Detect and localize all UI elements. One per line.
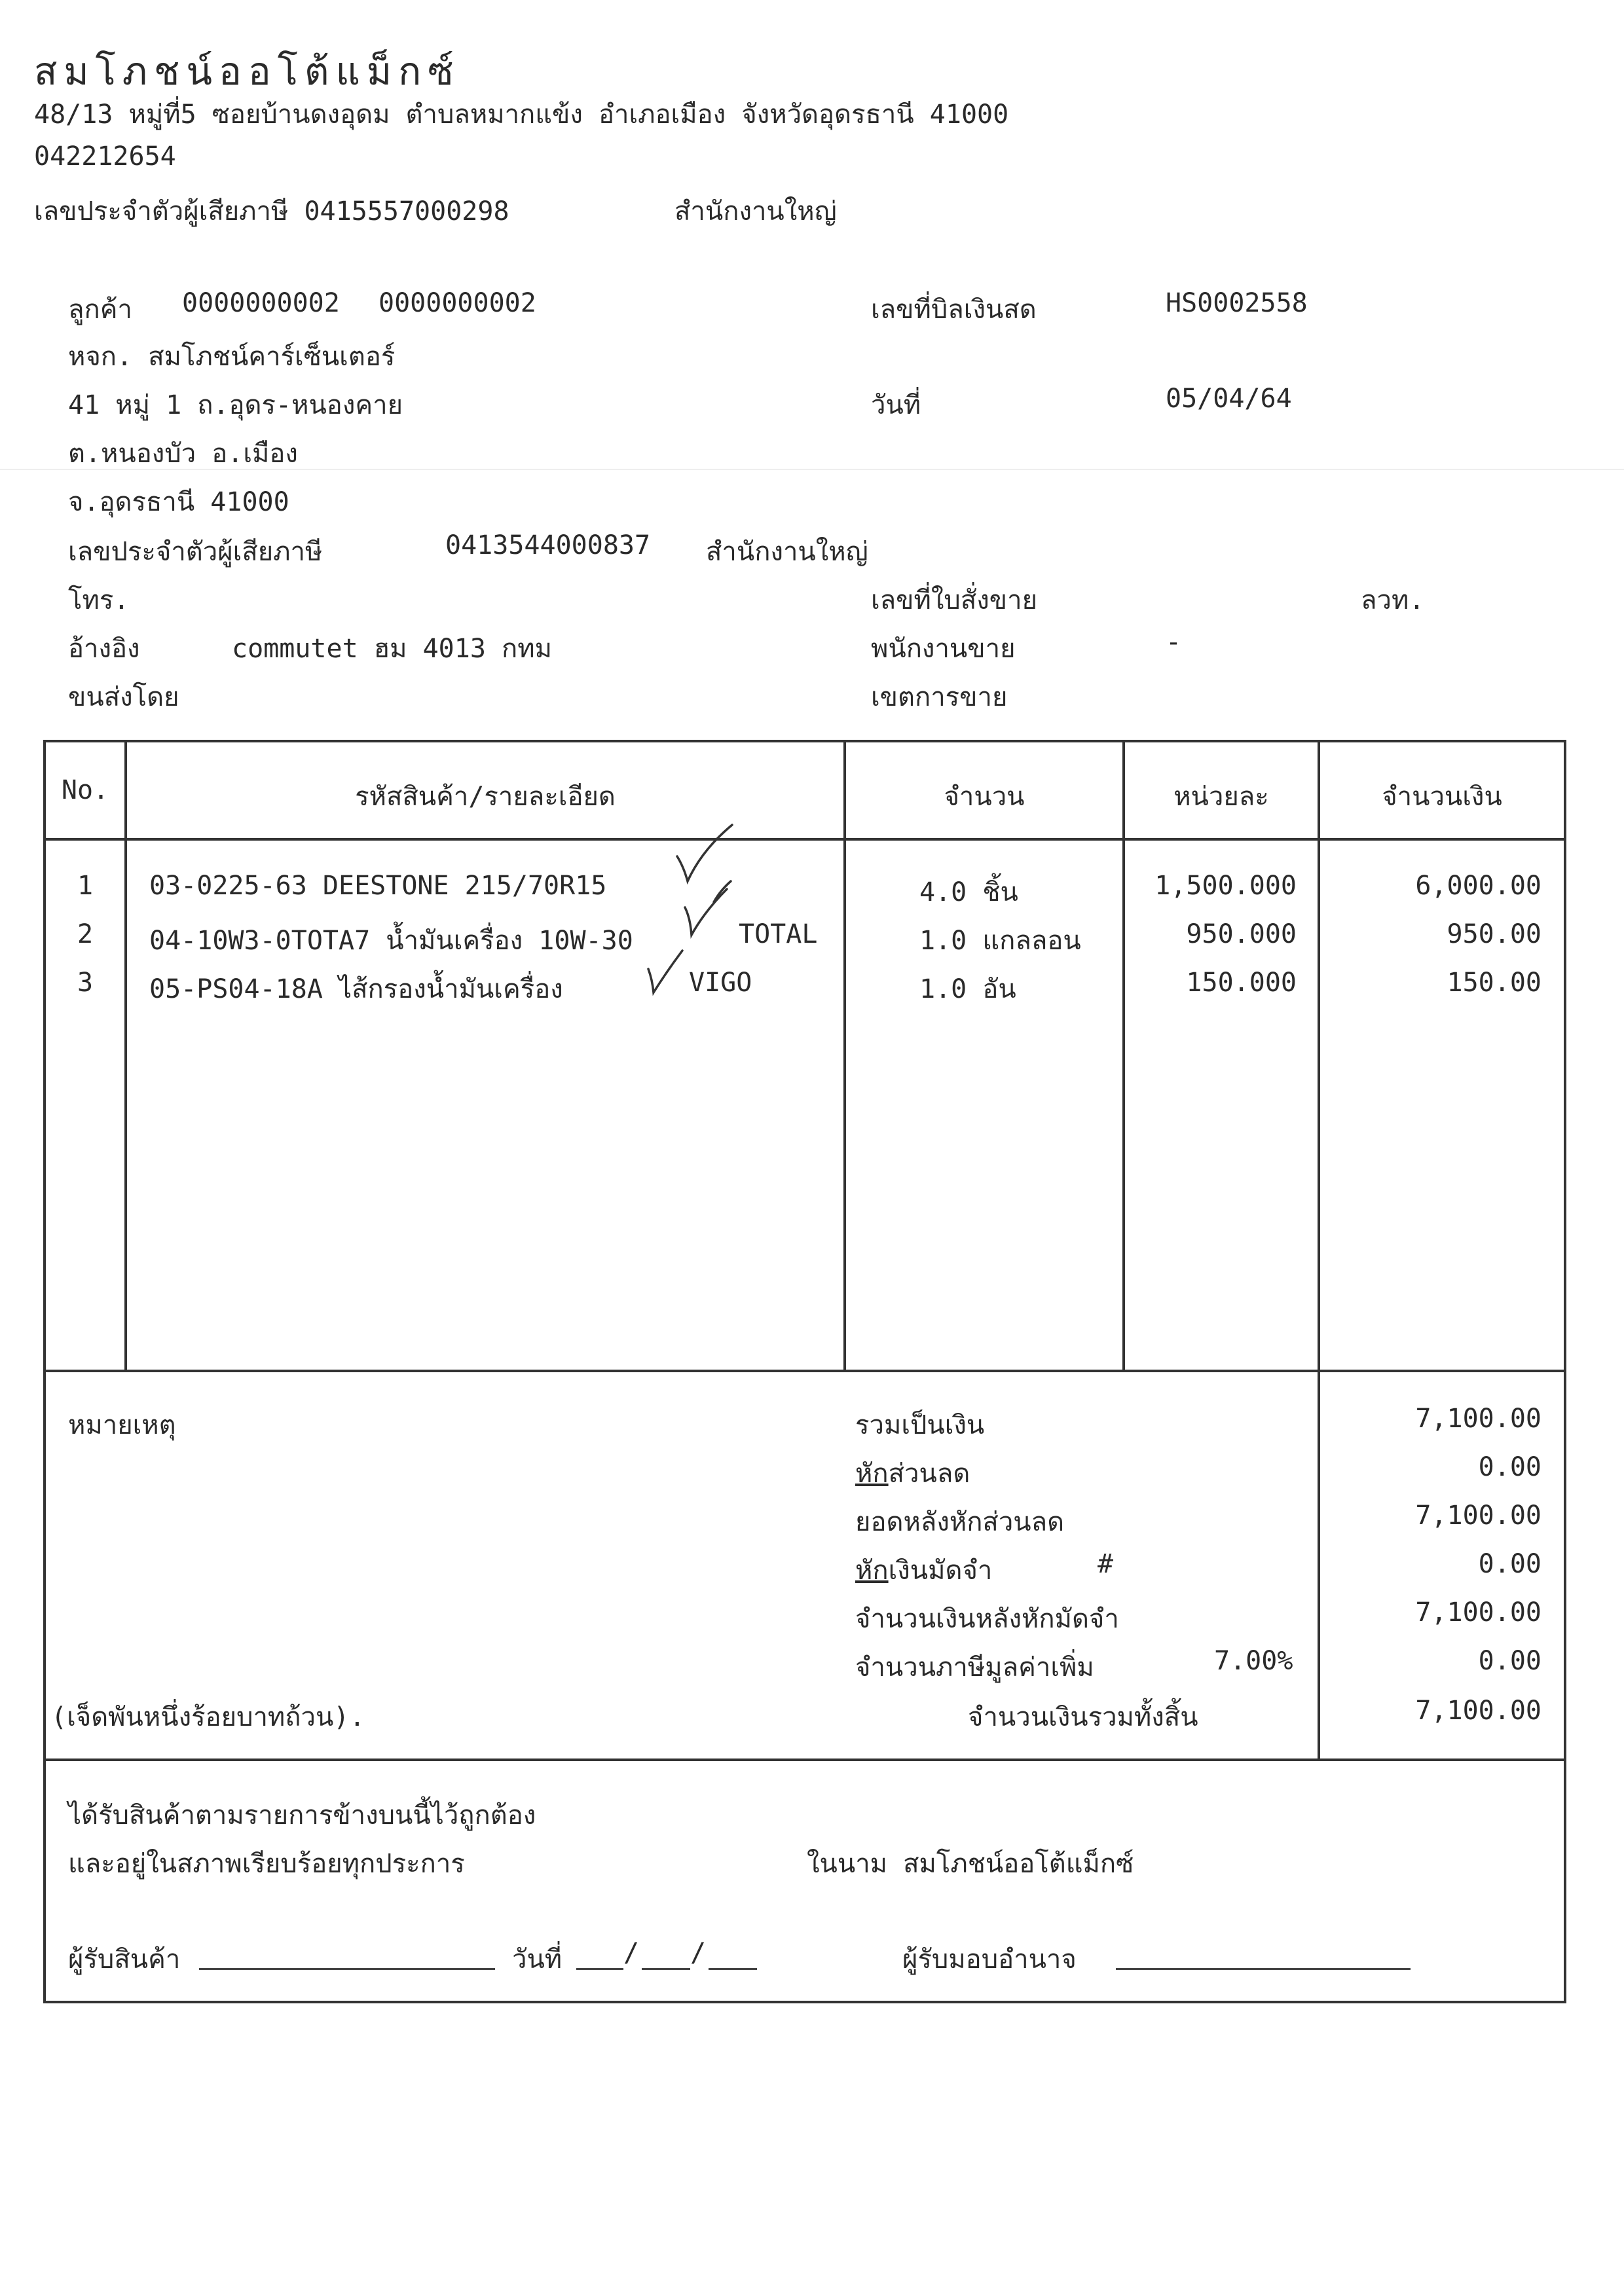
checkmark-icon xyxy=(642,943,694,1002)
customer-label: ลูกค้า xyxy=(68,295,132,325)
row-1-no: 1 xyxy=(77,871,94,901)
footer-bottom-border xyxy=(43,2001,1566,2003)
header-description: รหัสสินค้า/รายละเอียด xyxy=(355,782,616,812)
company-branch: สำนักงานใหญ่ xyxy=(674,196,837,227)
row-2-unit-price: 950.000 xyxy=(1186,919,1297,949)
company-tax-id: เลขประจำตัวผู้เสียภาษี 0415557000298 xyxy=(34,196,509,227)
bill-number-label: เลขที่บิลเงินสด xyxy=(871,295,1037,325)
customer-address-1: 41 หมู่ 1 ถ.อุดร-หนองคาย xyxy=(68,390,403,420)
bill-date-label: วันที่ xyxy=(871,390,921,420)
customer-address-3: จ.อุดรธานี 41000 xyxy=(68,487,289,517)
company-name: สมโภชน์ออโต้แม็กซ์ xyxy=(34,49,460,94)
shipping-label: ขนส่งโดย xyxy=(68,682,179,712)
row-3-unit-price: 150.000 xyxy=(1186,968,1297,998)
row-1-quantity: 4.0 ชิ้น xyxy=(919,877,1018,907)
header-no: No. xyxy=(61,775,109,805)
row-1-unit-price: 1,500.000 xyxy=(1154,871,1297,901)
row-1-amount: 6,000.00 xyxy=(1415,871,1541,901)
row-2-description: 04-10W3-0TOTA7 น้ำมันเครื่อง 10W-30 xyxy=(149,926,633,956)
sales-order-label: เลขที่ใบสั่งขาย xyxy=(871,585,1038,615)
bill-number-value: HS0002558 xyxy=(1166,288,1308,318)
summary-bottom-border xyxy=(43,1758,1566,1761)
date-year-line xyxy=(709,1968,757,1970)
discount-label: หักส่วนลด xyxy=(855,1459,970,1489)
customer-code-1: 0000000002 xyxy=(182,288,340,318)
column-divider-2 xyxy=(843,740,846,1371)
reference-value: commutet ฮม 4013 กทม xyxy=(232,634,552,664)
receiver-label: ผู้รับสินค้า xyxy=(68,1944,181,1975)
row-3-note: VIGO xyxy=(689,968,752,998)
amount-in-words: (เจ็ดพันหนึ่งร้อยบาทถ้วน). xyxy=(51,1702,365,1732)
table-right-border xyxy=(1564,740,1566,2003)
received-statement-1: ได้รับสินค้าตามรายการข้างบนนี้ไว้ถูกต้อง xyxy=(68,1800,536,1831)
row-2-note: TOTAL xyxy=(739,919,818,949)
salesperson-label: พนักงานขาย xyxy=(871,634,1016,664)
row-3-description: 05-PS04-18A ไส้กรองน้ำมันเครื่อง xyxy=(149,974,563,1004)
after-discount-label: ยอดหลังหักส่วนลด xyxy=(855,1507,1065,1537)
customer-phone-label: โทร. xyxy=(68,585,130,615)
sales-order-extra: ลวท. xyxy=(1361,585,1425,615)
header-quantity: จำนวน xyxy=(944,782,1025,812)
reference-label: อ้างอิง xyxy=(68,634,140,664)
subtotal-label: รวมเป็นเงิน xyxy=(855,1410,985,1440)
subtotal-value: 7,100.00 xyxy=(1415,1404,1541,1434)
receiver-signature-line xyxy=(199,1968,495,1970)
deposit-value: 0.00 xyxy=(1478,1549,1541,1579)
customer-tax-id: 0413544000837 xyxy=(445,530,651,560)
table-top-border xyxy=(43,740,1566,742)
row-3-amount: 150.00 xyxy=(1447,968,1541,998)
grand-total-value: 7,100.00 xyxy=(1415,1696,1541,1726)
authorized-signature-line xyxy=(1116,1968,1411,1970)
row-1-description: 03-0225-63 DEESTONE 215/70R15 xyxy=(149,871,607,901)
customer-code-2: 0000000002 xyxy=(378,288,536,318)
row-2-amount: 950.00 xyxy=(1447,919,1541,949)
column-divider-1 xyxy=(124,740,127,1371)
company-address: 48/13 หมู่ที่5 ซอยบ้านดงอุดม ตำบลหมากแข้ง อำเภอเมือง จังหวัดอุดรธานี 41000 xyxy=(34,100,1009,130)
header-unit-price: หน่วยละ xyxy=(1173,782,1269,812)
row-3-no: 3 xyxy=(77,968,94,998)
sales-area-label: เขตการขาย xyxy=(871,682,1008,712)
customer-address-2: ต.หนองบัว อ.เมือง xyxy=(68,439,298,469)
company-phone: 042212654 xyxy=(34,141,176,172)
customer-branch: สำนักงานใหญ่ xyxy=(706,537,868,567)
column-divider-3 xyxy=(1122,740,1125,1371)
received-statement-2: และอยู่ในสภาพเรียบร้อยทุกประการ xyxy=(68,1849,465,1879)
table-header-bottom-border xyxy=(43,838,1566,841)
table-body-bottom-border xyxy=(43,1370,1566,1372)
deposit-hash: # xyxy=(1098,1549,1114,1579)
checkmark-icon xyxy=(674,876,740,948)
customer-tax-label: เลขประจำตัวผู้เสียภาษี xyxy=(68,537,323,567)
after-deposit-label: จำนวนเงินหลังหักมัดจำ xyxy=(855,1604,1119,1634)
salesperson-value: - xyxy=(1166,627,1182,657)
remark-label: หมายเหตุ xyxy=(68,1410,176,1440)
after-discount-value: 7,100.00 xyxy=(1415,1501,1541,1531)
receive-date-label: วันที่ xyxy=(512,1944,563,1975)
date-month-line xyxy=(642,1968,690,1970)
authorized-label: ผู้รับมอบอำนาจ xyxy=(902,1944,1077,1975)
grand-total-label: จำนวนเงินรวมทั้งสิ้น xyxy=(968,1702,1198,1732)
row-2-no: 2 xyxy=(77,919,94,949)
row-2-quantity: 1.0 แกลลอน xyxy=(919,926,1081,956)
on-behalf-of: ในนาม สมโภชน์ออโต้แม็กซ์ xyxy=(807,1849,1134,1879)
customer-name: หจก. สมโภชน์คาร์เซ็นเตอร์ xyxy=(68,342,396,372)
discount-value: 0.00 xyxy=(1478,1452,1541,1482)
vat-label: จำนวนภาษีมูลค่าเพิ่ม xyxy=(855,1652,1094,1683)
date-separator-1: / xyxy=(623,1938,640,1968)
date-day-line xyxy=(576,1968,623,1970)
vat-rate: 7.00% xyxy=(1214,1646,1293,1676)
after-deposit-value: 7,100.00 xyxy=(1415,1597,1541,1628)
row-3-quantity: 1.0 อัน xyxy=(919,974,1016,1004)
deposit-label: หักเงินมัดจำ xyxy=(855,1556,993,1586)
date-separator-2: / xyxy=(690,1938,707,1968)
vat-value: 0.00 xyxy=(1478,1646,1541,1676)
bill-date-value: 05/04/64 xyxy=(1166,384,1292,414)
header-amount: จำนวนเงิน xyxy=(1382,782,1502,812)
